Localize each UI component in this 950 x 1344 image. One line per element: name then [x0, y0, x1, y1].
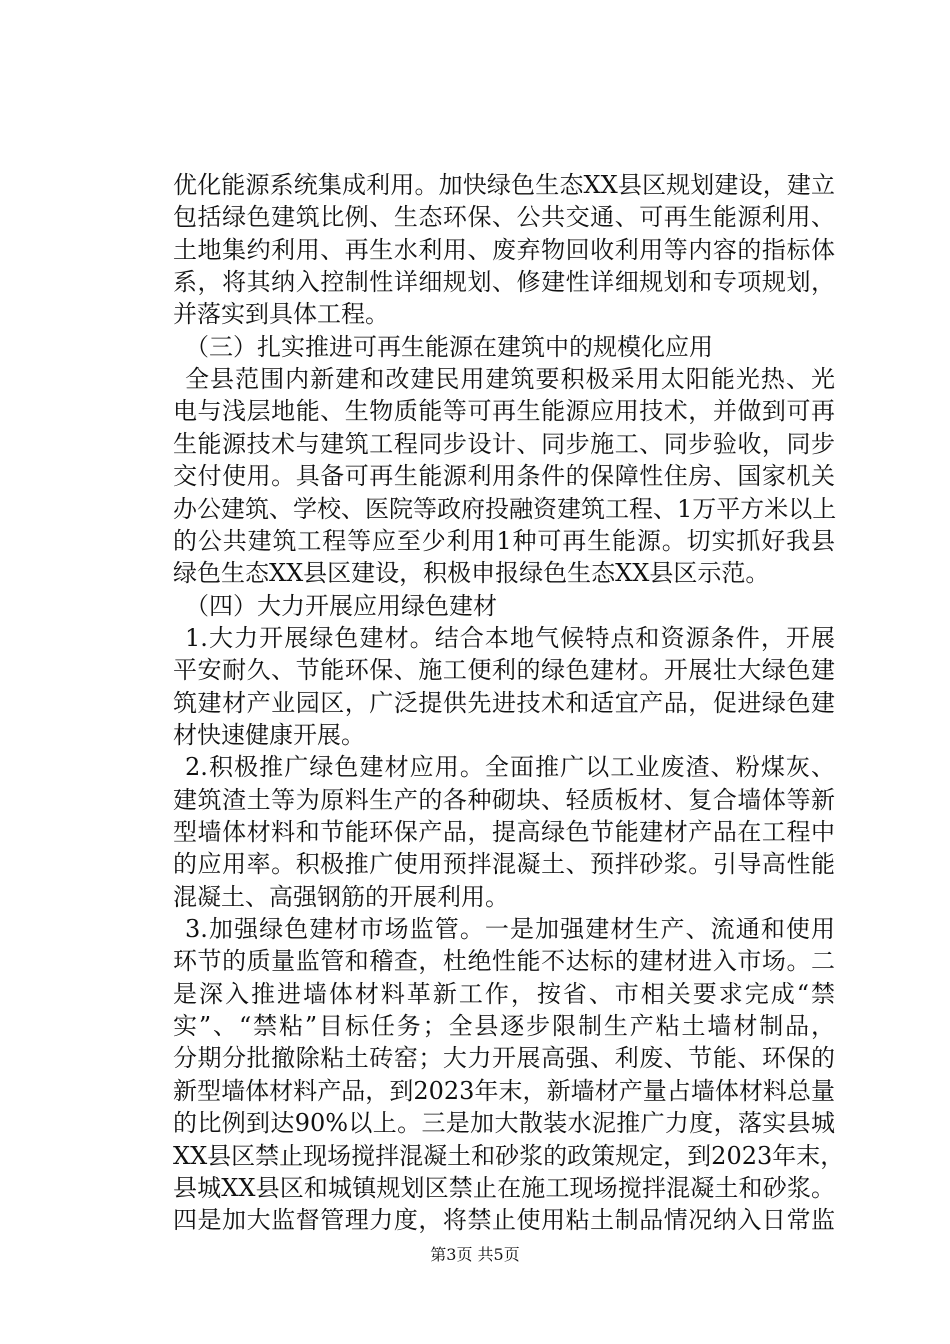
section-heading: （三）扎实推进可再生能源在建筑中的规模化应用	[185, 332, 713, 361]
text-line: 办公建筑、学校、医院等政府投融资建筑工程、1万平方米以上	[173, 494, 837, 523]
text-line: 材快速健康开展。	[173, 720, 365, 749]
text-line: 优化能源系统集成利用。加快绿色生态XX县区规划建设，建立	[173, 171, 835, 199]
text-line: 2.积极推广绿色建材应用。全面推广以工业废渣、粉煤灰、	[185, 753, 835, 782]
text-line: 环节的质量监管和稽查，杜绝性能不达标的建材进入市场。二	[173, 947, 835, 976]
text-line: 建筑渣土等为原料生产的各种砌块、轻质板材、复合墙体等新	[173, 785, 835, 814]
text-line: 是深入推进墙体材料革新工作，按省、市相关要求完成“禁	[173, 979, 835, 1008]
text-line: 交付使用。具备可再生能源利用条件的保障性住房、国家机关	[173, 462, 835, 491]
text-line: 包括绿色建筑比例、生态环保、公共交通、可再生能源利用、	[173, 203, 835, 232]
text-line: 系，将其纳入控制性详细规划、修建性详细规划和专项规划，	[173, 268, 835, 297]
text-line: 新型墙体材料产品，到2023年末，新墙材产量占墙体材料总量	[173, 1076, 835, 1105]
text-line: 型墙体材料和节能环保产品，提高绿色节能建材产品在工程中	[173, 818, 835, 846]
text-line: 全县范围内新建和改建民用建筑要积极采用太阳能光热、光	[185, 365, 835, 394]
text-line: XX县区禁止现场搅拌混凝土和砂浆的政策规定，到2023年末，	[173, 1141, 845, 1170]
text-line: 1.大力开展绿色建材。结合本地气候特点和资源条件，开展	[185, 623, 835, 652]
text-line: 3.加强绿色建材市场监管。一是加强建材生产、流通和使用	[185, 915, 835, 944]
text-line: 土地集约利用、再生水利用、废弃物回收利用等内容的指标体	[173, 235, 835, 264]
text-line: 并落实到具体工程。	[173, 300, 389, 329]
text-line: 筑建材产业园区，广泛提供先进技术和适宜产品，促进绿色建	[173, 688, 835, 717]
page-footer: 第3页 共5页	[430, 1245, 520, 1264]
text-line: 的公共建筑工程等应至少利用1种可再生能源。切实抓好我县	[173, 526, 835, 555]
section-heading: （四）大力开展应用绿色建材	[185, 591, 497, 620]
text-line: 绿色生态XX县区建设，积极申报绿色生态XX县区示范。	[173, 559, 770, 588]
text-line: 平安耐久、节能环保、施工便利的绿色建材。开展壮大绿色建	[173, 656, 835, 685]
text-line: 的比例到达90%以上。三是加大散装水泥推广力度，落实县城	[173, 1109, 835, 1138]
text-line: 四是加大监督管理力度，将禁止使用粘土制品情况纳入日常监	[173, 1206, 835, 1235]
text-line: 县城XX县区和城镇规划区禁止在施工现场搅拌混凝土和砂浆。	[173, 1173, 835, 1202]
text-line: 混凝土、高强钢筋的开展利用。	[173, 882, 509, 911]
text-line: 电与浅层地能、生物质能等可再生能源应用技术，并做到可再	[173, 397, 835, 426]
text-line: 生能源技术与建筑工程同步设计、同步施工、同步验收，同步	[173, 429, 835, 458]
text-line: 分期分批撤除粘土砖窑；大力开展高强、利废、节能、环保的	[173, 1044, 835, 1073]
text-line: 的应用率。积极推广使用预拌混凝土、预拌砂浆。引导高性能	[173, 850, 835, 879]
text-line: 实”、“禁粘”目标任务；全县逐步限制生产粘土墙材制品，	[173, 1012, 835, 1041]
